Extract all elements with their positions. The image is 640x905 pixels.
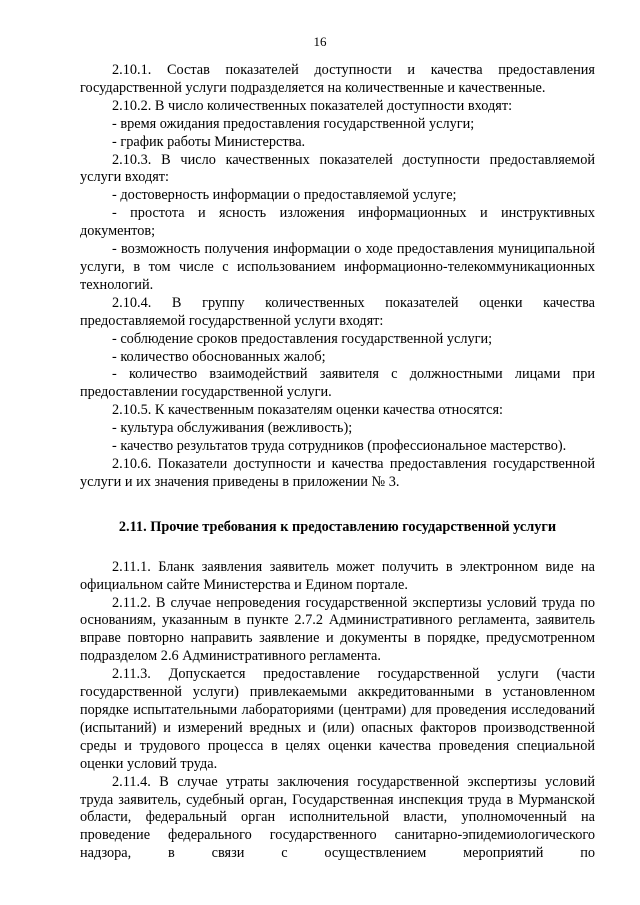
- list-item-li6: - соблюдение сроков предоставления государственной услуги;: [112, 330, 493, 347]
- list-item-li8: - количество взаимодействий заявителя с должностными лицами при предоставлении государственной услуги.: [80, 366, 595, 401]
- list-item-li9: - культура обслуживания (вежливость);: [112, 420, 353, 437]
- paragraph-p2103: 2.10.3. В число качественных показателей доступности предоставляемой услуги входят:: [80, 151, 595, 186]
- paragraph-p2114: 2.11.4. В случае утраты заключения государственной экспертизы условий труда заявитель, судебный орган, Государственная инспекция труда в Мурманской области, федеральный орган исполнительной власти, уполномоченный на проведение федерального государственного санитарно-эпидемиологического надзора, в связи с осуществлением мероприятий по: [80, 773, 595, 862]
- list-item-li1: - время ожидания предоставления государственной услуги;: [112, 115, 475, 132]
- page-number: 16: [313, 34, 327, 49]
- paragraph-p2105: 2.10.5. К качественным показателям оценки качества относятся:: [112, 402, 503, 419]
- paragraph-p2102: 2.10.2. В число количественных показателей доступности входят:: [112, 97, 513, 114]
- paragraph-p2113: 2.11.3. Допускается предоставление государственной услуги (части государственной услуги) привлекаемыми аккредитованными в установленном порядке испытательными лабораториями (центрами) для проведения исследований (испытаний) и измерений вредных и (или) опасных факторов производственной среды и трудового процесса в целях оценки качества проведения специальной оценки условий труда.: [80, 666, 595, 772]
- paragraph-p2112: 2.11.2. В случае непроведения государственной экспертизы условий труда по основаниям, указанным в пункте 2.7.2 Административного регламента, заявитель вправе повторно направить заявление и документы в порядке, предусмотренном подразделом 2.6 Административного регламента.: [80, 594, 595, 665]
- paragraph-p2104: 2.10.4. В группу количественных показателей оценки качества предоставляемой государственной услуги входят:: [80, 294, 595, 329]
- paragraph-p2101: 2.10.1. Состав показателей доступности и качества предоставления государственной услуги подразделяется на количественные и качественные.: [80, 62, 595, 96]
- list-item-li2: - график работы Министерства.: [112, 133, 306, 150]
- list-item-li4: - простота и ясность изложения информационных и инструктивных документов;: [80, 205, 595, 240]
- list-item-li7: - количество обоснованных жалоб;: [112, 348, 326, 365]
- list-item-li3: - достоверность информации о предоставляемой услуге;: [112, 187, 457, 204]
- paragraph-p2106: 2.10.6. Показатели доступности и качества предоставления государственной услуги и их значения приведены в приложении № 3.: [80, 455, 595, 490]
- list-item-li5: - возможность получения информации о ходе предоставления муниципальной услуги, в том числе с использованием информационно-телекоммуникационных технологий.: [80, 241, 595, 293]
- section-2-11: [80, 559, 595, 863]
- list-item-li10: - качество результатов труда сотрудников (профессиональное мастерство).: [112, 438, 567, 455]
- paragraph-p2111: 2.11.1. Бланк заявления заявитель может получить в электронном виде на официальном сайте Министерства и Едином портале.: [80, 558, 595, 593]
- document-body: [80, 62, 595, 863]
- section-2-10: [80, 62, 595, 492]
- section-heading-2-11: 2.11. Прочие требования к предоставлению государственной услуги: [118, 518, 557, 535]
